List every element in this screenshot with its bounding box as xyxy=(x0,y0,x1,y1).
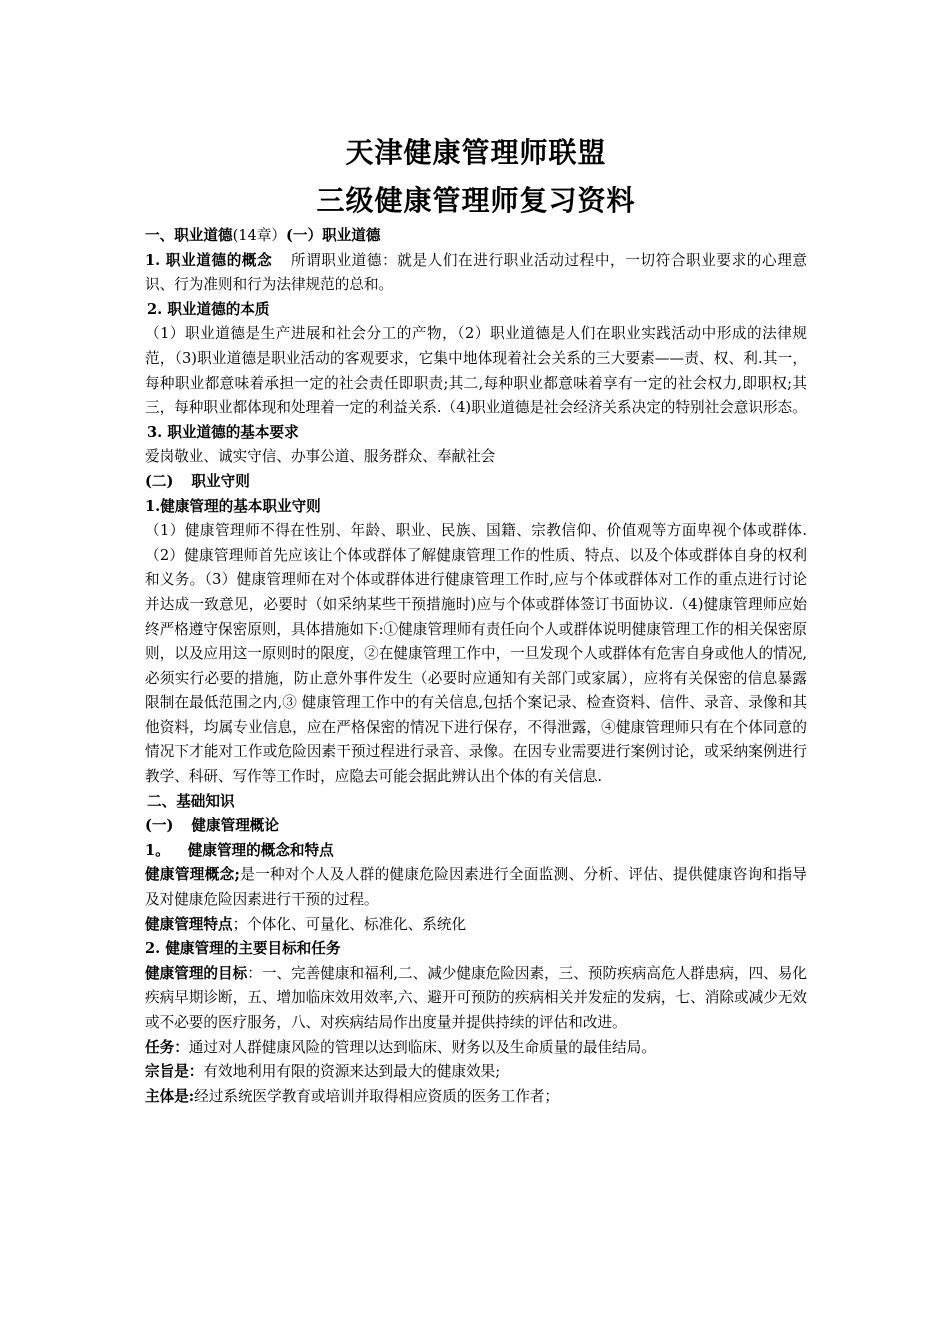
subsection-heading-code-of-conduct xyxy=(145,470,807,495)
paragraph-ethics-concept xyxy=(145,249,807,298)
heading-ethics-requirements: 3. 职业道德的基本要求 xyxy=(147,423,299,441)
term-label: 主体是: xyxy=(145,1087,195,1105)
subsection-label: 健康管理概论 xyxy=(191,817,279,835)
paragraph-subject xyxy=(145,1085,807,1110)
term-label: 任务： xyxy=(145,1038,189,1056)
section-chapter-ref: (14章） xyxy=(232,227,287,244)
paragraph-goals xyxy=(145,962,807,1036)
paragraph-text: 是一种对个人及人群的健康危险因素进行全面监测、分析、评估、提供健康咨询和指导及对健康危险因素进行干预的过程。 xyxy=(145,866,807,909)
document-subtitle: 三级健康管理师复习资料 xyxy=(316,184,636,217)
term-label: 宗旨是： xyxy=(145,1063,204,1081)
heading-number: 1。 xyxy=(145,841,170,859)
subsection-number: (二) xyxy=(145,472,174,490)
paragraph-text: 所谓职业道德：就是人们在进行职业活动过程中，一切符合职业要求的心理意识、行为准则和行为法律规范的总和。 xyxy=(145,251,807,294)
document-title: 天津健康管理师联盟 xyxy=(345,136,607,169)
section-heading-professional-ethics xyxy=(145,224,807,249)
term-label: 1. 职业道德的概念 xyxy=(145,251,273,269)
heading-label: 健康管理的概念和特点 xyxy=(187,841,334,859)
document-body xyxy=(145,130,807,1109)
paragraph-concept xyxy=(145,863,807,912)
paragraph-text: ：一、完善健康和福利,二、减少健康危险因素，三、预防疾病高危人群患病，四、易化疾病早期诊断，五、增加临床效用效率,六、避开可预防的疾病相关并发症的发病，七、消除或减少无效或不必要的医疗服务，八、对疾病结局作出度量并提供持续的评估和改进。 xyxy=(145,964,807,1031)
heading-ethics-essence: 2. 职业道德的本质 xyxy=(147,300,270,318)
term-label: 健康管理的目标 xyxy=(145,964,248,982)
paragraph-ethics-essence: （1）职业道德是生产进展和社会分工的产物，（2）职业道德是人们在职业实践活动中形成的法律规范，（3)职业道德是职业活动的客观要求，它集中地体现着社会关系的三大要素——责、权、利.其一，每种职业都意味着承担一定的社会责任即职责;其二,每种职业都意味着享有一定的社会权力,即职权;其三，每种职业都体现和处理着一定的利益关系.（4)职业道德是社会经济关系决定的特别社会意识形态。 xyxy=(145,325,807,417)
heading-goals-and-tasks: 2. 健康管理的主要目标和任务 xyxy=(145,940,341,958)
section-heading-basic-knowledge: 二、基础知识 xyxy=(147,792,235,810)
paragraph-text: ；个体化、可量化、标准化、系统化 xyxy=(232,915,467,933)
section-heading-label: 一、职业道德 xyxy=(145,227,233,244)
paragraph-features xyxy=(145,913,807,938)
paragraph-task xyxy=(145,1036,807,1061)
heading-basic-code: 1.健康管理的基本职业守则 xyxy=(145,497,321,515)
term-label: 健康管理概念; xyxy=(145,866,240,884)
subsection-heading-health-management-overview xyxy=(145,814,807,839)
subsection-number: (一) xyxy=(145,817,174,835)
term-label: 健康管理特点 xyxy=(145,915,233,933)
paragraph-text: 经过系统医学教育或培训并取得相应资质的医务工作者； xyxy=(194,1087,560,1105)
paragraph-purpose xyxy=(145,1060,807,1085)
heading-concept-and-features xyxy=(145,839,807,864)
paragraph-text: 有效地利用有限的资源来达到最大的健康效果; xyxy=(203,1063,501,1081)
paragraph-ethics-requirements: 爱岗敬业、诚实守信、办事公道、服务群众、奉献社会 xyxy=(145,448,496,466)
paragraph-basic-code: （1）健康管理师不得在性别、年龄、职业、民族、国籍、宗教信仰、价值观等方面卑视个体或群体.（2）健康管理师首先应该让个体或群体了解健康管理工作的性质、特点、以及个体或群体自身的权利和义务。（3）健康管理师在对个体或群体进行健康管理工作时,应与个体或群体对工作的重点进行讨论并达成一致意见，必要时（如采纳某些干预措施时)应与个体或群体签订书面协议.（4)健康管理师应始终严格遵守保密原则，具体措施如下:①健康管理师有责任向个人或群体说明健康管理工作的相关保密原则，以及应用这一原则时的限度，②在健康管理工作中，一旦发现个人或群体有危害自身或他人的情况,必须实行必要的措施，防止意外事件发生（必要时应通知有关部门或家属），应将有关保密的信息暴露限制在最低范围之内,③ 健康管理工作中的有关信息,包括个案记录、检查资料、信件、录音、录像和其他资料，均属专业信息，应在严格保密的情况下进行保存，不得泄露，④健康管理师只有在个体同意的情况下才能对工作或危险因素干预过程进行录音、录像。在因专业需要进行案例讨论，或采纳案例进行教学、科研、写作等工作时，应隐去可能会据此辨认出个体的有关信息. xyxy=(145,522,807,786)
subsection-heading: (一）职业道德 xyxy=(286,227,381,244)
subsection-label: 职业守则 xyxy=(191,472,250,490)
paragraph-text: 通过对人群健康风险的管理以达到临床、财务以及生命质量的最佳结局。 xyxy=(188,1038,656,1056)
